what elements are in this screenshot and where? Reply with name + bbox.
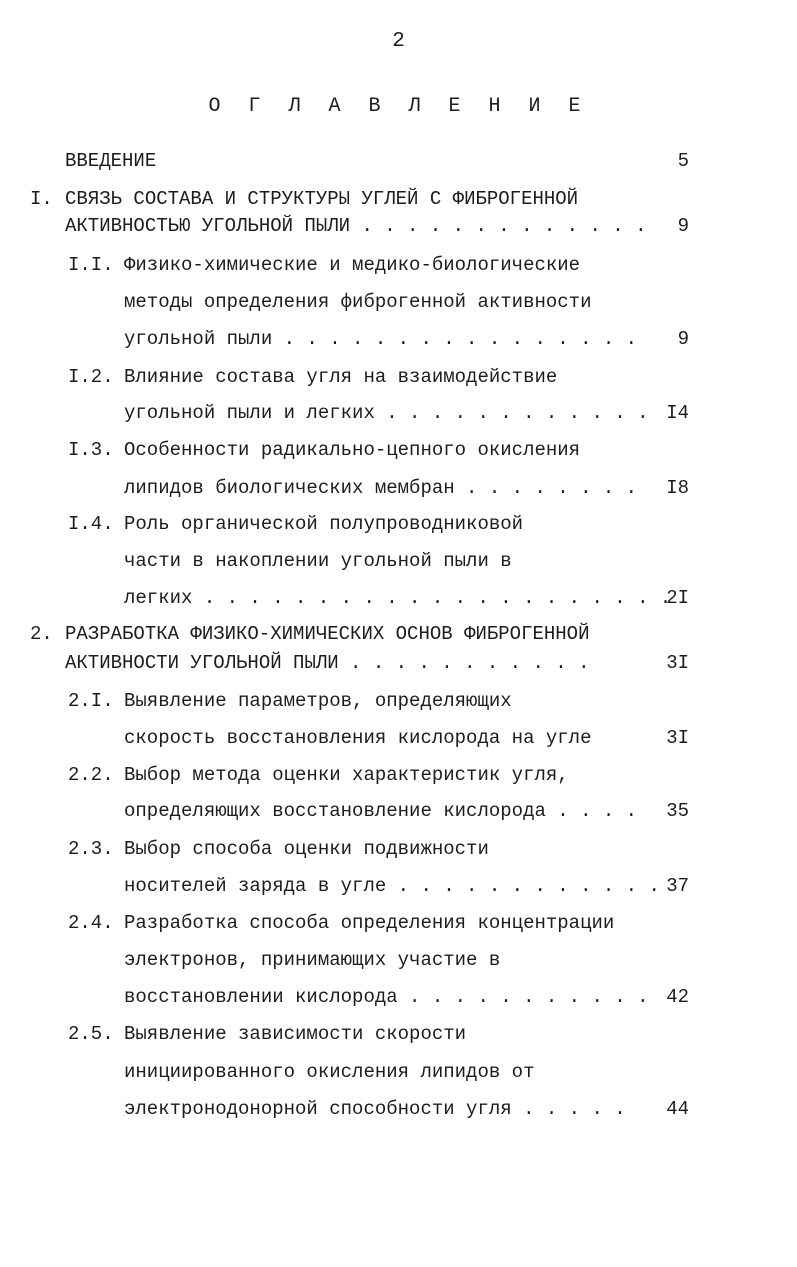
toc-entry-number: 2.I. bbox=[68, 690, 114, 712]
toc-entry-text: легких . . . . . . . . . . . . . . . . . . . . . bbox=[124, 587, 672, 609]
toc-entry-text: Физико-химические и медико-биологические bbox=[124, 254, 581, 276]
toc-page-number: 9 bbox=[677, 328, 689, 350]
toc-page-number: 42 bbox=[666, 986, 689, 1008]
toc-entry-text: Выявление параметров, определяющих bbox=[124, 690, 512, 712]
toc-page-number: 35 bbox=[666, 800, 689, 822]
toc-entry-text: скорость восстановления кислорода на угле bbox=[124, 727, 592, 749]
toc-entry-text: части в накоплении угольной пыли в bbox=[124, 550, 512, 572]
toc-entry-text: Выбор способа оценки подвижности bbox=[124, 838, 489, 860]
toc-entry-text: угольной пыли и легких . . . . . . . . . . . . bbox=[124, 402, 649, 424]
toc-entry-text: Роль органической полупроводниковой bbox=[124, 513, 524, 535]
toc-entry-text: Влияние состава угля на взаимодействие bbox=[124, 366, 558, 388]
toc-entry-text: электронодонорной способности угля . . . . . bbox=[124, 1098, 626, 1120]
toc-entry-number: I.I. bbox=[68, 254, 114, 276]
toc-entry-text: угольной пыли . . . . . . . . . . . . . . . . bbox=[124, 328, 638, 350]
toc-entry-number: 2.4. bbox=[68, 912, 114, 934]
toc-entry-text: Выбор метода оценки характеристик угля, bbox=[124, 764, 569, 786]
toc-entry-text: носителей заряда в угле . . . . . . . . . . . . bbox=[124, 875, 660, 897]
toc-entry-number: 2. bbox=[30, 623, 53, 645]
toc-entry-text: РАЗРАБОТКА ФИЗИКО-ХИМИЧЕСКИХ ОСНОВ ФИБРОГЕННОЙ bbox=[65, 623, 590, 645]
toc-entry-number: 2.3. bbox=[68, 838, 114, 860]
toc-entry-text: Выявление зависимости скорости bbox=[124, 1023, 467, 1045]
toc-entry-text: определяющих восстановление кислорода . . . . bbox=[124, 800, 638, 822]
toc-page-number: 9 bbox=[677, 215, 689, 237]
toc-entry-number: I. bbox=[30, 188, 53, 210]
toc-entry-text: инициированного окисления липидов от bbox=[124, 1061, 535, 1083]
toc-page-number: I4 bbox=[666, 402, 689, 424]
toc-entry-text: СВЯЗЬ СОСТАВА И СТРУКТУРЫ УГЛЕЙ С ФИБРОГЕННОЙ bbox=[65, 188, 579, 210]
toc-entry-number: 2.2. bbox=[68, 764, 114, 786]
toc-entry-text: электронов, принимающих участие в bbox=[124, 949, 501, 971]
toc-page-number: 3I bbox=[666, 652, 689, 674]
toc-entry-number: I.3. bbox=[68, 439, 114, 461]
toc-page-number: I8 bbox=[666, 477, 689, 499]
toc-page-number: 2I bbox=[666, 587, 689, 609]
toc-entry-text: Особенности радикально-цепного окисления bbox=[124, 439, 581, 461]
toc-entry-text: АКТИВНОСТИ УГОЛЬНОЙ ПЫЛИ . . . . . . . . . . . bbox=[65, 652, 590, 674]
toc-page-number: 37 bbox=[666, 875, 689, 897]
toc-entry-number: 2.5. bbox=[68, 1023, 114, 1045]
toc-entry-text: восстановлении кислорода . . . . . . . . . . . bbox=[124, 986, 649, 1008]
toc-page-number: 44 bbox=[666, 1098, 689, 1120]
page-number: 2 bbox=[392, 30, 405, 53]
toc-entry-number: I.4. bbox=[68, 513, 114, 535]
toc-entry-text: Разработка способа определения концентрации bbox=[124, 912, 615, 934]
toc-entry-number: I.2. bbox=[68, 366, 114, 388]
toc-title: О Г Л А В Л Е Н И Е bbox=[208, 95, 589, 118]
toc-page-number: 5 bbox=[677, 150, 689, 172]
toc-entry-text: липидов биологических мембран . . . . . . . . bbox=[124, 477, 638, 499]
toc-page-number: 3I bbox=[666, 727, 689, 749]
toc-entry-text: методы определения фиброгенной активности bbox=[124, 291, 592, 313]
toc-entry-text: АКТИВНОСТЬЮ УГОЛЬНОЙ ПЫЛИ . . . . . . . . . . . . . bbox=[65, 215, 647, 237]
toc-entry-text: ВВЕДЕНИЕ bbox=[65, 150, 157, 172]
